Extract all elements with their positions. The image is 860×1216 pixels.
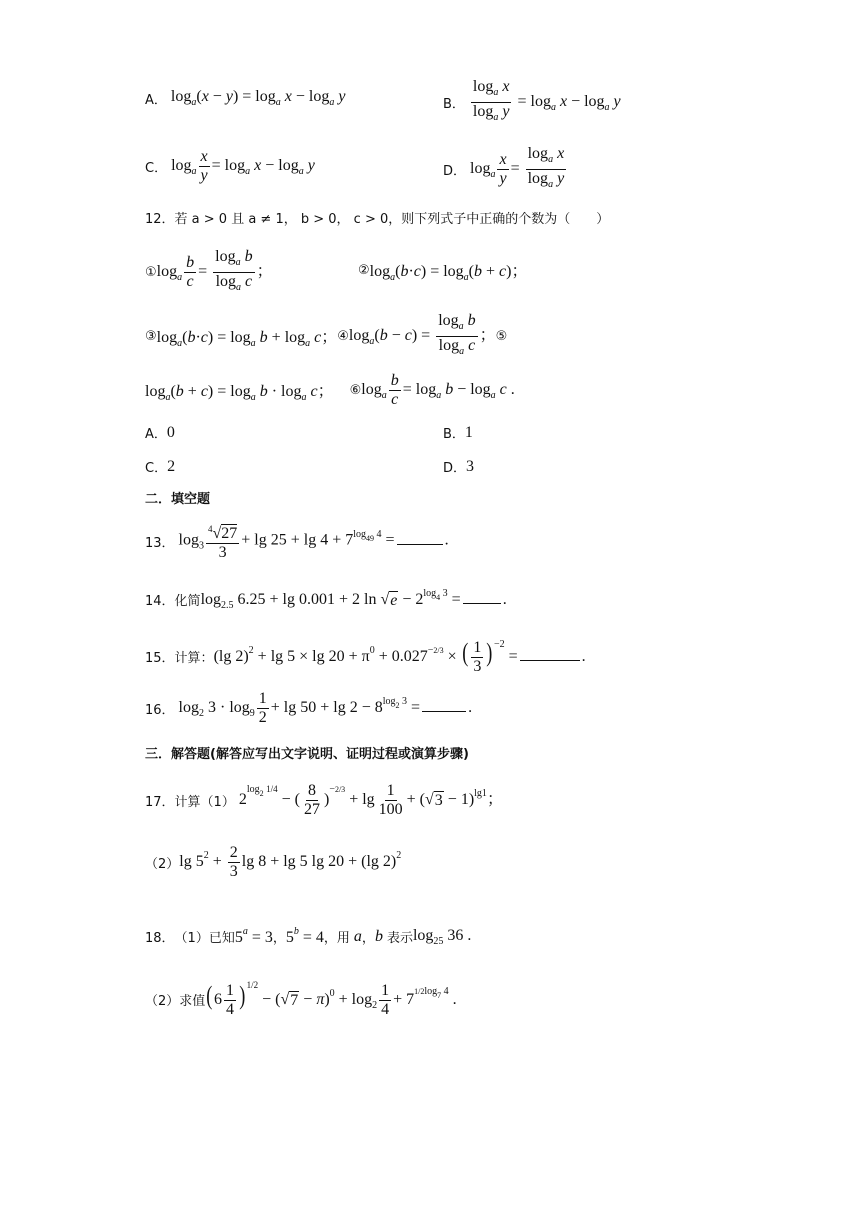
q11-option-b [443,78,621,127]
q11-option-c [145,148,315,185]
q13 [145,520,449,562]
part-label: （2） [145,857,180,872]
option-label: B． [443,97,465,112]
q11-option-d [443,145,568,194]
option-label: B． [443,427,465,442]
item-marker: ⑤ [495,329,508,344]
option-value: 2 [167,457,176,475]
option-label: A． [145,427,167,442]
part-label: （1）已知 [174,931,235,946]
q18-part1: 18． （1）已知 $5^a = 3$ ， $5^b = 4$ ，用 a ， b 表示 $\log_{25} 36$ . [145,926,472,947]
formula: $\log_{25} 36$ . [412,926,472,947]
formula: $5^b = 4$ [285,926,324,946]
option-value: 0 [166,423,175,441]
q17-part1 [145,782,503,819]
option-label: C． [145,461,168,476]
formula: $\log_a$ $\frac{b}{c}$ = $\log_a b - \log_a c$ . [361,372,515,408]
option-label: D． [443,461,467,476]
q12-stem: 12．若 a > 0 且 a ≠ 1， b > 0， c > 0，则下列式子中正确的个数为（ ） [145,212,610,227]
option-value: 1 [464,423,473,441]
formula: (6 $\frac{1}{4}$ )$^{1/2}$ − (√ 7 − $\pi)^0 + \log_2$ $\frac{1}{4}$ + $7^{1/2log_7 4}$ . [206,980,457,1018]
question-number: 13． [145,535,175,551]
formula: $\log_{2.5} 6.25 + \lg 0.001 + 2$ ln √ e − $2^{log_4 3}$ = . [200,588,507,611]
formula: $2^{log_2 1/4}$ − ( $\frac{8}{27}$ )$^{-2/3}$ + lg $\frac{1}{100}$ + (√ 3 − 1)$^{lg1}$； [234,782,503,818]
question-number: 17． [145,795,175,810]
formula: $\log_a(b\cdot c) = \log_a(b + c)$； [369,263,528,283]
formula: (lg $2)^2 + \lg 5 \times \lg 20 + \pi^0 + 0.027^{-2/3}$ × ( $\frac{1}{3}$ )$^{-2}$ = . [213,638,586,675]
formula: $\log_a(b - c)$ = $\frac{\log_a b}{\log_a c}$ ； [348,312,496,357]
formula: $\log_a(b\cdot c) = \log_a b + \log_a c$； [156,329,338,349]
option-value: 3 [466,457,475,475]
question-number: 18． [145,931,175,946]
formula: a [353,927,362,945]
q14 [145,588,507,611]
item-marker: ⑥ [349,383,362,398]
option-label: A． [145,92,167,108]
question-prefix: 化简 [174,594,201,609]
item-marker: ① [145,265,157,280]
section-title: 三．解答题(解答应写出文字说明、证明过程或演算步骤) [145,747,469,762]
q17-part2 [145,844,401,881]
formula: $\log_a(x - y) = \log_a x - \log_a y$ [166,88,346,108]
q12-option-a [145,423,175,442]
q12-item-3-4-5 [145,312,507,361]
part-label: （2）求值 [145,993,206,1009]
formula: $\lg 5^2$ + $\frac{2}{3}$ lg 8 + lg 5 lg 20 + (lg 2)$^2$ [179,844,402,880]
item-marker: ③ [145,329,157,344]
q15 [145,638,586,676]
question-number: 16． [145,703,175,718]
q12-item-1 [145,248,273,297]
q16 [145,690,472,727]
q12-item-5-6 [145,372,515,409]
formula: $\log_a$ $\frac{x}{y}$ = $\frac{\log_a x}{\log_a y}$ [466,145,565,190]
text: 表示 [386,931,413,946]
q12-option-d [443,457,474,476]
part-label: 计算（1） [174,795,235,810]
q18-part2 [145,980,457,1019]
formula: $\log_a$ $\frac{b}{c}$ = $\frac{\log_a b}{\log_a c}$ ； [156,248,273,293]
section-title: 二．填空题 [145,492,211,507]
formula: $\log_a$ $\frac{x}{y}$ = $\log_a x - \log_a y$ [167,148,315,184]
q12-option-b [443,423,473,442]
question-prefix: 计算： [174,651,214,667]
formula: $\frac{\log_a x}{\log_a y}$ = $\log_a x - \log_a y$ [472,78,621,123]
item-marker: ② [358,263,370,278]
q11-option-a [145,88,345,108]
formula: $\log_a(b + c) = \log_a b \cdot \log_a c$； [145,383,350,403]
item-marker: ④ [337,329,349,344]
q12-option-c [145,457,175,476]
q12-item-2 [358,258,527,283]
text: ，用 [323,931,350,946]
formula: $\log_3$ $\frac{^4√27}{3}$ + $\lg 25 + \lg 4 + 7^{log_{49} 4}$ = . [175,520,449,562]
formula: $5^a = 3$ [234,926,273,946]
option-label: C． [145,161,168,176]
formula: $\log_2 3 \cdot \log_9$ $\frac{1}{2}$ + $\lg 50 + \lg 2 - 8^{log_2 3}$ = . [174,690,473,726]
question-number: 14． [145,594,175,609]
question-number: 15． [145,651,175,667]
option-label: D． [443,164,467,179]
